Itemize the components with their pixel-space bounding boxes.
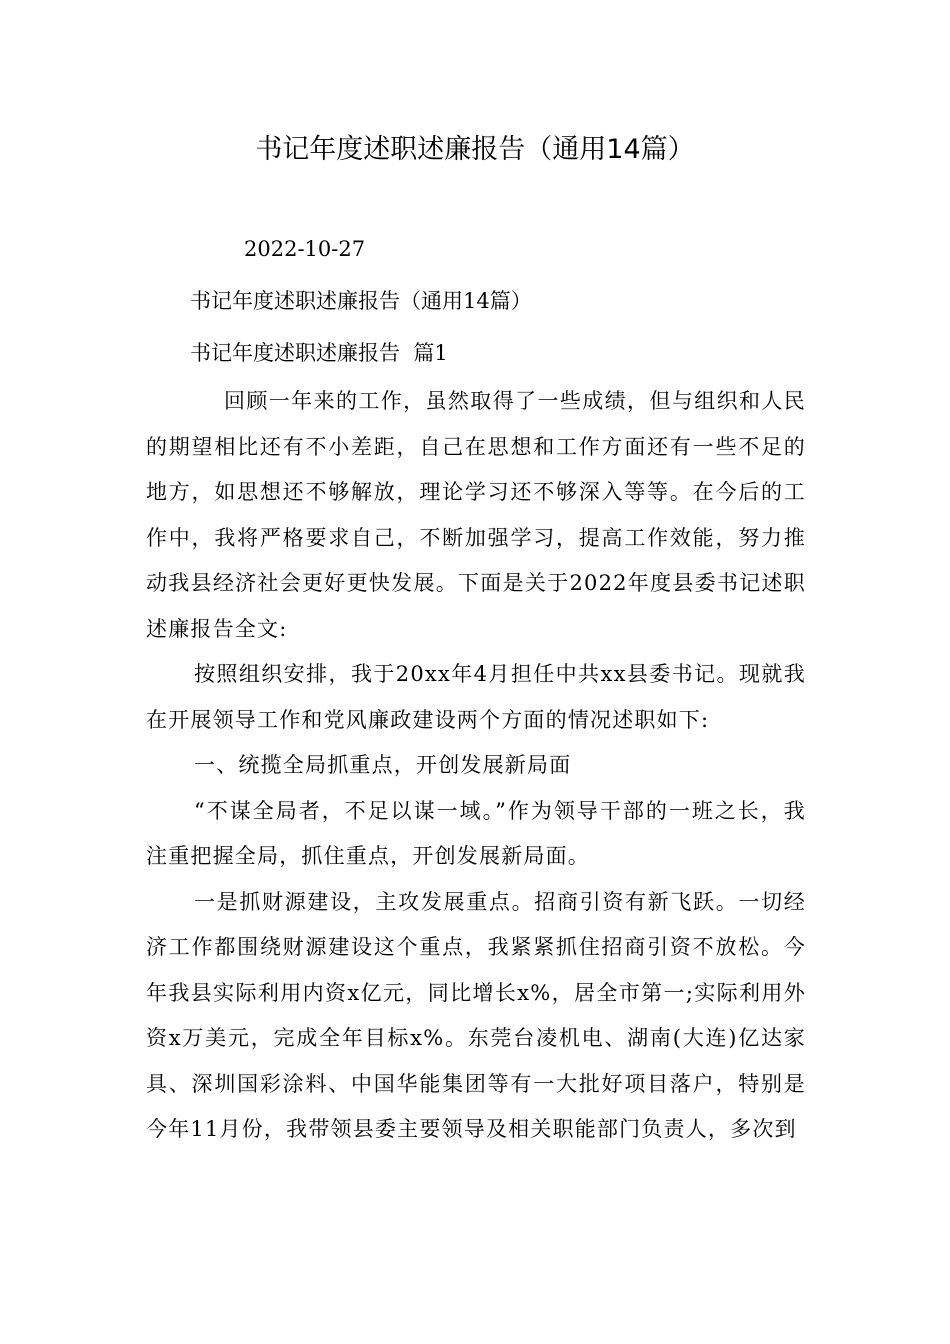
section-heading: 书记年度述职述廉报告 篇1 <box>190 341 448 365</box>
document-subtitle: 书记年度述职述廉报告（通用14篇） <box>190 289 532 313</box>
document-date: 2022-10-27 <box>244 237 366 261</box>
paragraph-quote: “不谋全局者，不足以谋一域。”作为领导干部的一班之长，我注重把握全局，抓住重点，开创发展新局面。 <box>146 798 806 868</box>
paragraph-finance: 一是抓财源建设，主攻发展重点。招商引资有新飞跃。一切经济工作都围绕财源建设这个重点，我紧紧抓住招商引资不放松。今年我县实际利用内资x亿元，同比增长x%，居全市第一;实际利用外资x万美元，完成全年目标x%。东莞台凌机电、湖南(大连)亿达家具、深圳国彩涂料、中国华能集团等有一大批好项目落户，特别是今年11月份，我带领县委主要领导及相关职能部门负责人，多次到 <box>146 889 806 1141</box>
paragraph-heading-one: 一、统揽全局抓重点，开创发展新局面 <box>194 753 572 777</box>
paragraph-appointment: 按照组织安排，我于20xx年4月担任中共xx县委书记。现就我在开展领导工作和党风廉政建设两个方面的情况述职如下: <box>146 662 806 732</box>
body-text <box>146 379 806 1153</box>
document-title: 书记年度述职述廉报告（通用14篇） <box>255 134 695 165</box>
paragraph-review: 回顾一年来的工作，虽然取得了一些成绩，但与组织和人民的期望相比还有不小差距，自己在思想和工作方面还有一些不足的地方，如思想还不够解放，理论学习还不够深入等等。在今后的工作中，我将严格要求自己，不断加强学习，提高工作效能，努力推动我县经济社会更好更快发展。下面是关于2022年度县委书记述职述廉报告全文: <box>146 389 806 641</box>
